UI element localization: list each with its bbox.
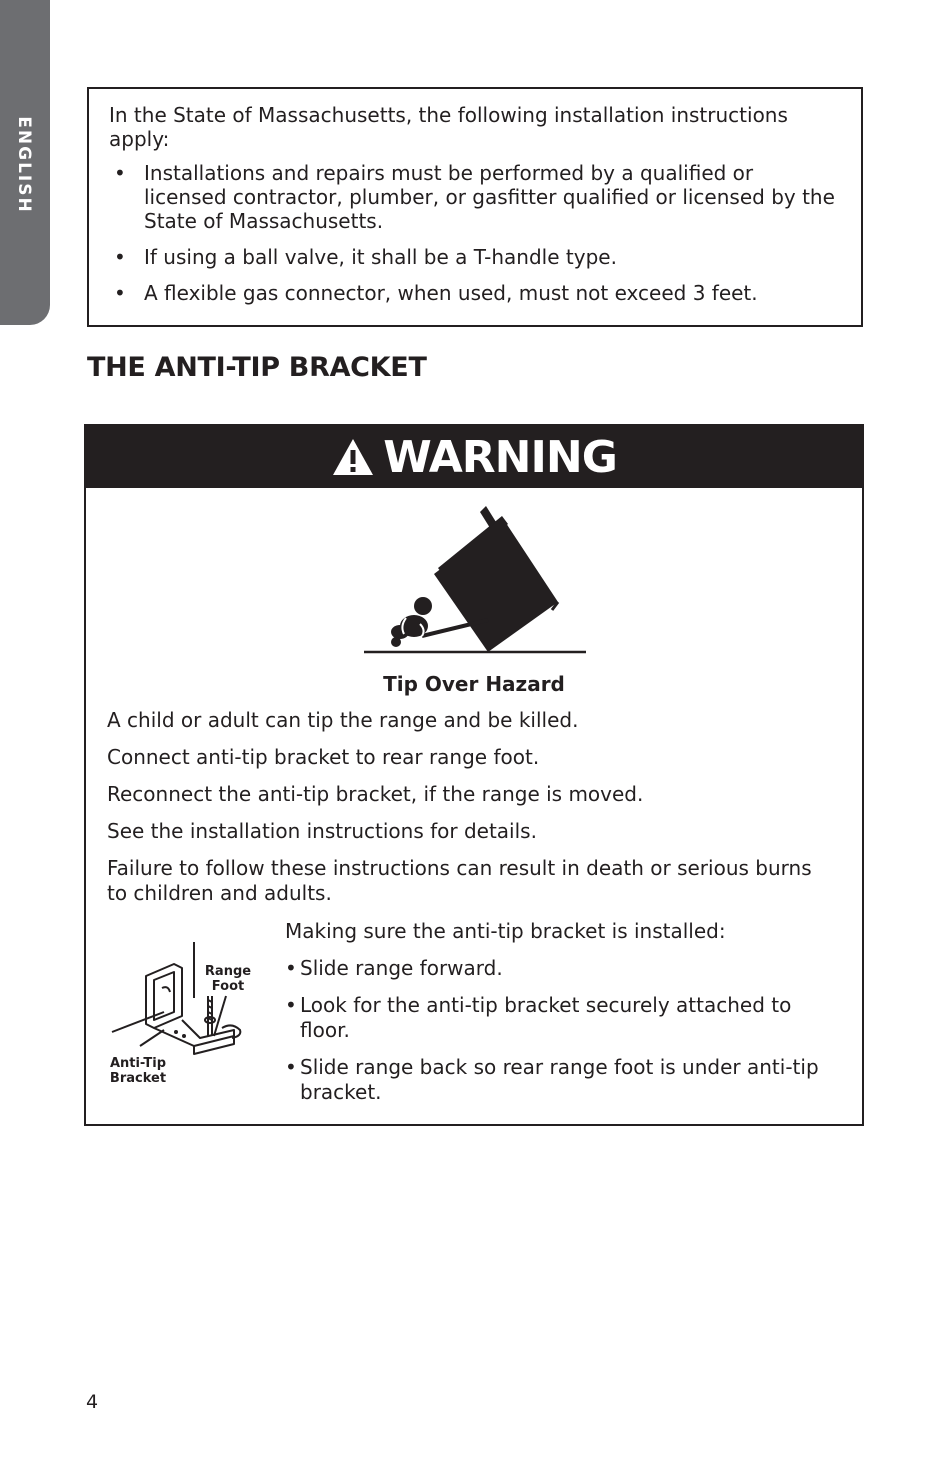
list-item <box>109 281 841 305</box>
bullet-icon: • <box>114 161 126 185</box>
massachusetts-notice-box <box>87 87 863 327</box>
checklist-intro: Making sure the anti-tip bracket is installed: <box>285 919 726 943</box>
installation-checklist <box>285 919 845 1117</box>
bullet-text: A flexible gas connector, when used, must not exceed 3 feet. <box>144 281 758 305</box>
bullet-icon: • <box>114 245 126 269</box>
tip-over-illustration <box>362 502 590 658</box>
warning-box <box>84 424 864 1126</box>
warning-statements <box>107 708 837 918</box>
anti-tip-bracket-label: Anti-Tip Bracket <box>109 1056 167 1086</box>
massachusetts-bullet-list <box>109 161 841 305</box>
checklist-text: Slide range forward. <box>300 956 503 980</box>
warning-header <box>86 426 862 488</box>
warning-line: A child or adult can tip the range and be killed. <box>107 708 579 732</box>
range-foot-label: Range Foot <box>204 964 252 994</box>
checklist-text: Look for the anti-tip bracket securely attached to floor. <box>300 993 792 1042</box>
massachusetts-intro: In the State of Massachusetts, the following installation instructions apply: <box>109 103 788 151</box>
language-side-tab <box>0 0 50 325</box>
bullet-icon: • <box>285 956 297 980</box>
list-item <box>285 993 845 1043</box>
bullet-icon: • <box>114 281 126 305</box>
section-title: THE ANTI-TIP BRACKET <box>87 352 427 383</box>
warning-line: Connect anti-tip bracket to rear range foot. <box>107 745 540 769</box>
warning-title: WARNING <box>383 431 617 483</box>
bullet-text: If using a ball valve, it shall be a T-handle type. <box>144 245 617 269</box>
checklist-text: Slide range back so rear range foot is under anti-tip bracket. <box>300 1055 819 1104</box>
list-item <box>109 245 841 269</box>
bullet-icon: • <box>285 1055 297 1079</box>
warning-triangle-icon <box>331 437 375 477</box>
list-item <box>285 1055 845 1105</box>
page-number: 4 <box>86 1391 99 1413</box>
bullet-text: Installations and repairs must be performed by a qualified or licensed contractor, plumber, or gasfitter qualified or licensed by the State of Massachusetts. <box>144 161 835 233</box>
tip-over-hazard-caption: Tip Over Hazard <box>383 672 565 696</box>
bullet-icon: • <box>285 993 297 1017</box>
language-tab-label: ENGLISH <box>14 116 34 214</box>
checklist-items <box>285 956 845 1105</box>
warning-line: Reconnect the anti-tip bracket, if the range is moved. <box>107 782 644 806</box>
list-item <box>285 956 845 981</box>
warning-line: Failure to follow these instructions can result in death or serious burns to children and adults. <box>107 856 812 905</box>
anti-tip-bracket-figure <box>104 936 294 1096</box>
list-item <box>109 161 841 233</box>
warning-line: See the installation instructions for details. <box>107 819 537 843</box>
